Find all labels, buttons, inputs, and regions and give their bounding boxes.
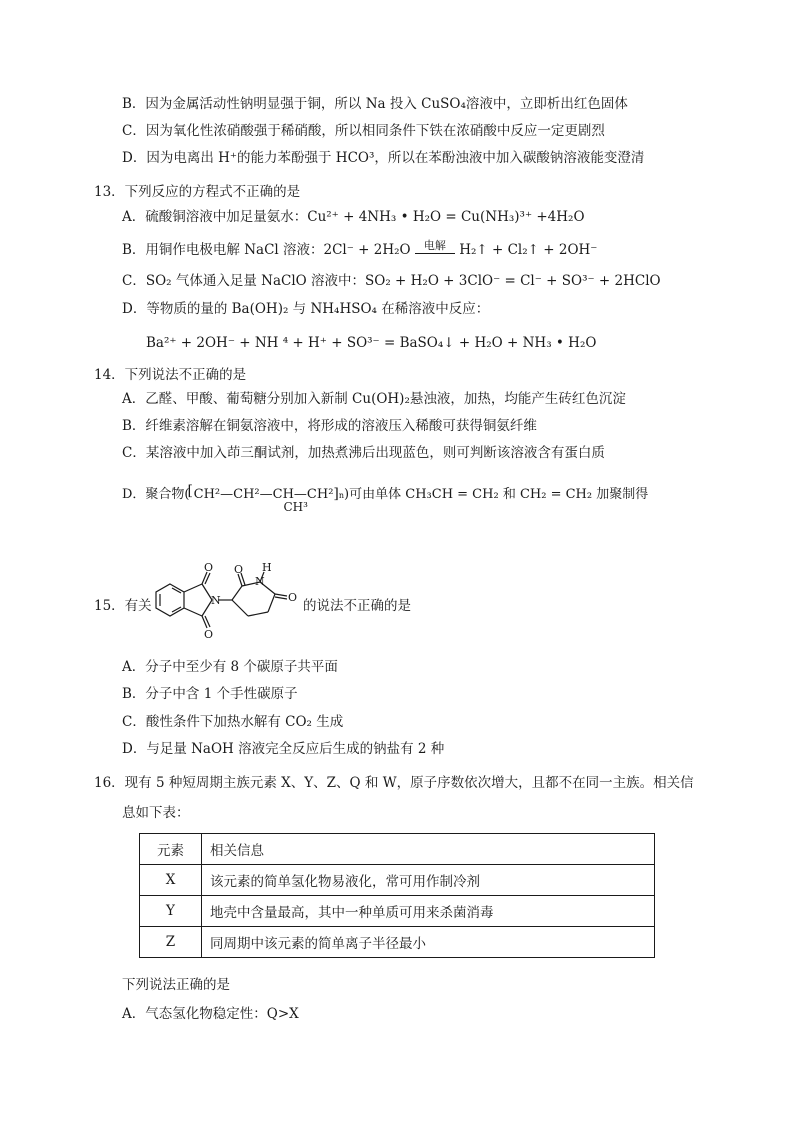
q14-option-b: B．纤维素溶解在铜氨溶液中，将形成的溶液压入稀酸可获得铜氨纤维 [122,418,537,434]
table-cell-info: 同周期中该元素的简单离子半径最小 [202,927,655,958]
q12-option-c: C．因为氧化性浓硝酸强于稀硝酸，所以相同条件下铁在浓硝酸中反应一定更剧烈 [122,123,605,139]
q14-option-a: A．乙醛、甲酸、葡萄糖分别加入新制 Cu(OH)₂悬浊液，加热，均能产生砖红色沉淀 [122,391,626,407]
polymer-chain: CH²—CH²—CH—CH² [193,487,334,502]
table-cell-info: 该元素的简单氢化物易液化，常可用作制冷剂 [202,865,655,896]
mol-label-h: H [262,562,272,574]
q15-stem-pre: 15．有关 [94,598,152,614]
q16-followup: 下列说法正确的是 [122,977,230,993]
electrolysis-label: 电解 [423,239,446,252]
q13-b-post: H₂↑ + Cl₂↑ + 2OH⁻ [454,242,598,258]
q13-option-b [122,241,597,259]
q15-option-b: B．分子中含 1 个手性碳原子 [122,686,298,702]
q13-stem: 13．下列反应的方程式不正确的是 [94,184,301,200]
table-header-element: 元素 [140,834,202,865]
q13-b-pre: B．用铜作电极电解 NaCl 溶液：2Cl⁻ + 2H₂O [122,242,415,258]
table-cell-element: X [140,865,202,896]
mol-label-n1: N [211,594,221,607]
q15-option-d: D．与足量 NaOH 溶液完全反应后生成的钠盐有 2 种 [122,741,445,757]
element-info-table [139,833,655,958]
q13-option-c: C．SO₂ 气体通入足量 NaClO 溶液中：SO₂ + H₂O + 3ClO⁻ = Cl⁻ + SO³⁻ + 2HClO [122,273,661,289]
q16-stem-line1: 16．现有 5 种短周期主族元素 X、Y、Z、Q 和 W，原子序数依次增大，且都不在同一主族。相关信 [94,775,694,791]
mol-label-o3: O [234,563,244,576]
thalidomide-structure [150,562,310,642]
table-row [140,896,655,927]
q13-option-a: A．硫酸铜溶液中加足量氨水：Cu²⁺ + 4NH₃ • H₂O = Cu(NH₃)³⁺ +4H₂O [122,209,585,225]
mol-label-o4: O [288,591,298,604]
table-header-row [140,834,655,865]
polymer-formula: [ CH²—CH²—CH—CH²]n CH³ [187,483,345,514]
mol-label-o2: O [204,628,214,641]
table-row [140,927,655,958]
q14-option-c: C．某溶液中加入茚三酮试剂，加热煮沸后出现蓝色，则可判断该溶液含有蛋白质 [122,445,605,461]
polymer-methyl: CH³ [283,500,308,514]
q14-d-pre: D．聚合物( [122,487,190,502]
table-cell-info: 地壳中含量最高，其中一种单质可用来杀菌消毒 [202,896,655,927]
q13-d-equation: Ba²⁺ + 2OH⁻ + NH ⁴ + H⁺ + SO³⁻ = BaSO₄↓ + H₂O + NH₃ • H₂O [146,335,597,351]
table-row [140,865,655,896]
q16-option-a: A．气态氢化物稳定性：Q>X [122,1006,299,1022]
table-header-info: 相关信息 [202,834,655,865]
q12-option-d: D．因为电离出 H⁺的能力苯酚强于 HCO³，所以在苯酚浊液中加入碳酸钠溶液能变澄清 [122,150,645,166]
mol-label-o1: O [204,562,214,574]
q16-stem-line2: 息如下表： [122,805,190,821]
q14-option-d [122,483,649,514]
q15-stem-post: 的说法不正确的是 [303,598,411,614]
q14-stem: 14．下列说法不正确的是 [94,367,247,383]
q13-option-d: D．等物质的量的 Ba(OH)₂ 与 NH₄HSO₄ 在稀溶液中反应： [122,301,490,317]
electrolysis-arrow [415,239,455,254]
table-cell-element: Y [140,896,202,927]
q15-option-c: C．酸性条件下加热水解有 CO₂ 生成 [122,714,344,730]
q15-option-a: A．分子中至少有 8 个碳原子共平面 [122,659,338,675]
mol-label-n2: N [255,575,265,588]
table-cell-element: Z [140,927,202,958]
q14-d-post: )可由单体 CH₃CH = CH₂ 和 CH₂ = CH₂ 加聚制得 [344,487,649,502]
q12-option-b: B．因为金属活动性钠明显强于铜，所以 Na 投入 CuSO₄溶液中，立即析出红色固体 [122,96,628,112]
